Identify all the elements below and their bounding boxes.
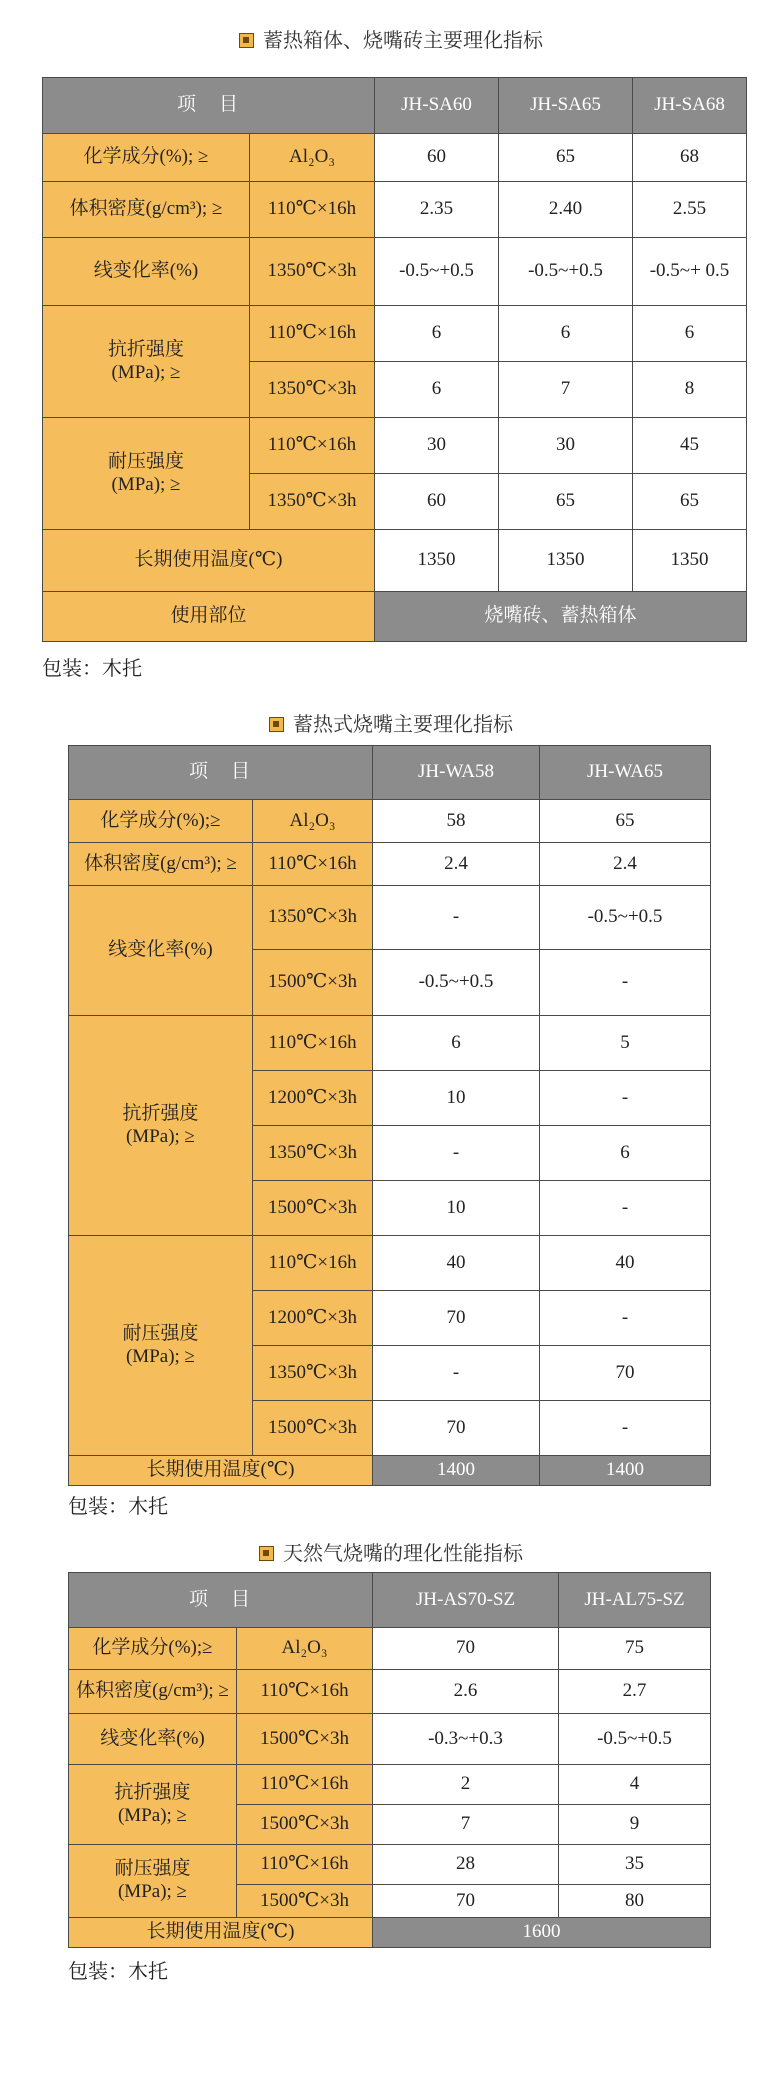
header-col: JH-WA65 [540, 746, 711, 800]
row-condition: 110℃×16h [253, 1236, 373, 1291]
cell-value: 9 [559, 1805, 711, 1845]
cell-value: 2.35 [375, 182, 499, 238]
cell-value: 1400 [540, 1456, 711, 1486]
cell-value: 10 [373, 1071, 540, 1126]
cell-value: -0.5~+0.5 [499, 238, 633, 306]
cell-value: - [540, 1071, 711, 1126]
cell-value: -0.5~+0.5 [559, 1714, 711, 1765]
row-condition: 110℃×16h [253, 1016, 373, 1071]
cell-value: - [540, 1181, 711, 1236]
cell-value: 1350 [633, 530, 747, 592]
packing-note: 包装：木托 [42, 658, 142, 680]
table-row [69, 1670, 711, 1714]
cell-value: 70 [373, 1401, 540, 1456]
cell-value: 6 [633, 306, 747, 362]
cell-value: 65 [499, 134, 633, 182]
header-col: JH-WA58 [373, 746, 540, 800]
cell-value: 60 [375, 474, 499, 530]
cell-value: 烧嘴砖、蓄热箱体 [375, 592, 747, 642]
cell-value: 2.40 [499, 182, 633, 238]
cell-value: 80 [559, 1885, 711, 1918]
table-row [69, 886, 711, 950]
row-condition: 110℃×16h [237, 1845, 373, 1885]
table-row [43, 418, 747, 474]
cell-value: 10 [373, 1181, 540, 1236]
table-row [43, 530, 747, 592]
cell-value: 65 [633, 474, 747, 530]
cell-value: 2.6 [373, 1670, 559, 1714]
cell-value: 1350 [499, 530, 633, 592]
table-row [69, 1628, 711, 1670]
cell-value: 6 [375, 306, 499, 362]
table-row [69, 1765, 711, 1805]
header-col: JH-AS70-SZ [373, 1573, 559, 1628]
cell-value: - [373, 886, 540, 950]
table-row [69, 1016, 711, 1071]
cell-value: 1350 [375, 530, 499, 592]
header-col: JH-SA65 [499, 78, 633, 134]
row-label: 抗折强度 (MPa); ≥ [69, 1016, 253, 1236]
table3-header-row [69, 1573, 711, 1628]
square-bullet-icon [259, 1546, 274, 1561]
cell-value: 35 [559, 1845, 711, 1885]
row-condition: 110℃×16h [237, 1670, 373, 1714]
cell-value: -0.3~+0.3 [373, 1714, 559, 1765]
row-label: 使用部位 [43, 592, 375, 642]
packing-note: 包装：木托 [68, 1961, 168, 1983]
cell-value: 6 [373, 1016, 540, 1071]
cell-value: 5 [540, 1016, 711, 1071]
header-item: 项 目 [69, 1573, 373, 1628]
cell-value: 45 [633, 418, 747, 474]
square-bullet-icon [239, 33, 254, 48]
row-condition: 1500℃×3h [253, 1181, 373, 1236]
square-bullet-icon [269, 717, 284, 732]
row-condition: Al₂O₃ [237, 1628, 373, 1670]
table2-title: 蓄热式烧嘴主要理化指标 [0, 708, 782, 737]
row-condition: 110℃×16h [253, 843, 373, 886]
table-row [69, 800, 711, 843]
row-condition: 1350℃×3h [250, 238, 375, 306]
cell-value: 8 [633, 362, 747, 418]
cell-value: 70 [373, 1291, 540, 1346]
cell-value: -0.5~+0.5 [540, 886, 711, 950]
cell-value: 2.55 [633, 182, 747, 238]
cell-value: 6 [375, 362, 499, 418]
header-col: JH-SA68 [633, 78, 747, 134]
row-condition: 1350℃×3h [253, 1346, 373, 1401]
table-row [69, 1918, 711, 1948]
row-label: 线变化率(%) [43, 238, 250, 306]
header-col: JH-AL75-SZ [559, 1573, 711, 1628]
table1-header-row [43, 78, 747, 134]
cell-value: 58 [373, 800, 540, 843]
table-row [43, 592, 747, 642]
table1 [42, 77, 747, 642]
cell-value: 2.4 [540, 843, 711, 886]
cell-value: 4 [559, 1765, 711, 1805]
cell-value: 40 [373, 1236, 540, 1291]
cell-value: - [373, 1346, 540, 1401]
table3 [68, 1572, 711, 1948]
cell-value: - [540, 1291, 711, 1346]
cell-value: - [373, 1126, 540, 1181]
table-row [43, 306, 747, 362]
cell-value: 2.7 [559, 1670, 711, 1714]
cell-value: -0.5~+ 0.5 [633, 238, 747, 306]
cell-value: 68 [633, 134, 747, 182]
row-condition: 1350℃×3h [253, 1126, 373, 1181]
row-label: 耐压强度 (MPa); ≥ [69, 1845, 237, 1918]
row-label: 线变化率(%) [69, 886, 253, 1016]
cell-value: 2.4 [373, 843, 540, 886]
row-label: 化学成分(%);≥ [69, 800, 253, 843]
cell-value: 70 [540, 1346, 711, 1401]
header-item: 项 目 [43, 78, 375, 134]
table-row [69, 1845, 711, 1885]
cell-value: 1400 [373, 1456, 540, 1486]
header-col: JH-SA60 [375, 78, 499, 134]
cell-value: 7 [499, 362, 633, 418]
table-row [69, 1456, 711, 1486]
row-condition: Al₂O₃ [253, 800, 373, 843]
row-label: 化学成分(%); ≥ [43, 134, 250, 182]
row-label: 耐压强度 (MPa); ≥ [69, 1236, 253, 1456]
cell-value: 6 [540, 1126, 711, 1181]
table-row [69, 1714, 711, 1765]
cell-value: 30 [499, 418, 633, 474]
row-condition: 1200℃×3h [253, 1291, 373, 1346]
cell-value: 65 [499, 474, 633, 530]
cell-value: -0.5~+0.5 [373, 950, 540, 1016]
cell-value: - [540, 950, 711, 1016]
row-condition: 1500℃×3h [237, 1805, 373, 1845]
row-condition: 110℃×16h [237, 1765, 373, 1805]
row-condition: 1350℃×3h [250, 362, 375, 418]
row-label: 长期使用温度(℃) [69, 1456, 373, 1486]
row-condition: 1350℃×3h [253, 886, 373, 950]
table2 [68, 745, 711, 1486]
table-row [43, 238, 747, 306]
row-condition: 1500℃×3h [253, 950, 373, 1016]
row-label: 抗折强度 (MPa); ≥ [69, 1765, 237, 1845]
row-label: 化学成分(%);≥ [69, 1628, 237, 1670]
cell-value: -0.5~+0.5 [375, 238, 499, 306]
row-label: 耐压强度 (MPa); ≥ [43, 418, 250, 530]
table-row [43, 134, 747, 182]
cell-value: 65 [540, 800, 711, 843]
cell-value: 60 [375, 134, 499, 182]
table1-title: 蓄热箱体、烧嘴砖主要理化指标 [0, 24, 782, 53]
row-label: 抗折强度 (MPa); ≥ [43, 306, 250, 418]
table3-title: 天然气烧嘴的理化性能指标 [0, 1537, 782, 1566]
row-condition: 1350℃×3h [250, 474, 375, 530]
packing-note: 包装：木托 [68, 1496, 168, 1518]
table-row [69, 1236, 711, 1291]
row-condition: 1200℃×3h [253, 1071, 373, 1126]
row-label: 长期使用温度(℃) [69, 1918, 373, 1948]
row-condition: 1500℃×3h [237, 1714, 373, 1765]
row-label: 长期使用温度(℃) [43, 530, 375, 592]
table-row [69, 843, 711, 886]
row-label: 体积密度(g/cm³); ≥ [69, 1670, 237, 1714]
header-item: 项 目 [69, 746, 373, 800]
cell-value: 70 [373, 1628, 559, 1670]
row-label: 体积密度(g/cm³); ≥ [69, 843, 253, 886]
cell-value: 70 [373, 1885, 559, 1918]
table-row [43, 182, 747, 238]
row-condition: 110℃×16h [250, 182, 375, 238]
row-label: 体积密度(g/cm³); ≥ [43, 182, 250, 238]
row-label: 线变化率(%) [69, 1714, 237, 1765]
cell-value: - [540, 1401, 711, 1456]
cell-value: 30 [375, 418, 499, 474]
row-condition: 1500℃×3h [253, 1401, 373, 1456]
row-condition: 110℃×16h [250, 306, 375, 362]
cell-value: 28 [373, 1845, 559, 1885]
cell-value: 1600 [373, 1918, 711, 1948]
table2-header-row [69, 746, 711, 800]
cell-value: 75 [559, 1628, 711, 1670]
row-condition: 1500℃×3h [237, 1885, 373, 1918]
cell-value: 40 [540, 1236, 711, 1291]
cell-value: 6 [499, 306, 633, 362]
cell-value: 2 [373, 1765, 559, 1805]
row-condition: 110℃×16h [250, 418, 375, 474]
cell-value: 7 [373, 1805, 559, 1845]
row-condition: Al₂O₃ [250, 134, 375, 182]
